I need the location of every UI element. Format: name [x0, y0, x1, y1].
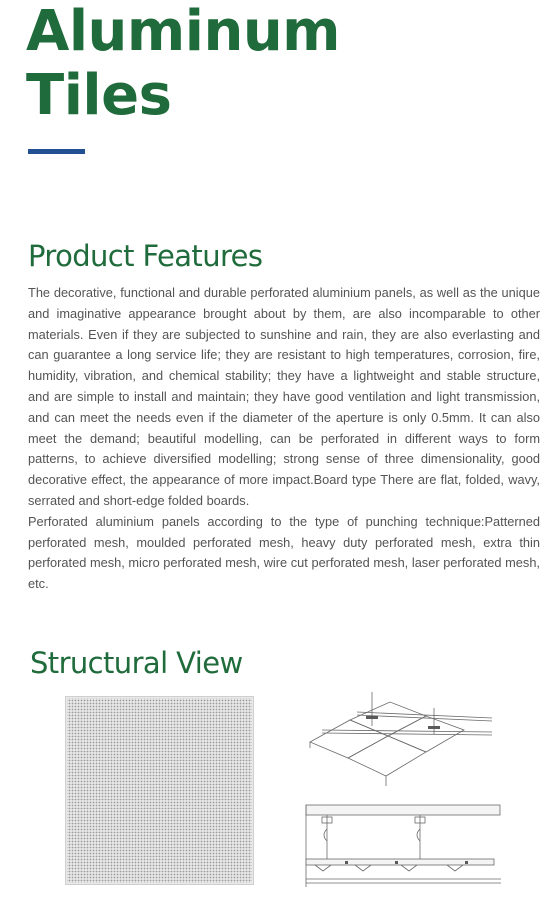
- structural-view-heading: Structural View: [30, 646, 243, 680]
- title-accent-bar: [28, 149, 85, 154]
- product-features-text: [28, 283, 540, 595]
- perforated-panel-image: [65, 696, 254, 885]
- title-line-1: Aluminum: [26, 0, 341, 64]
- features-paragraph-1: The decorative, functional and durable perforated aluminium panels, as well as the unique and imaginative appearance brought about by them, are also incomparable to other materials. Even if they are subjected to sunshine and rain, they are also everlasting and can guarantee a long service life; they are resistant to high temperatures, corrosion, fire, humidity, vibration, and chemical stability; they have a lightweight and stable structure, and are simple to install and maintain; they have good ventilation and light transmission, and can meet the needs even if the diameter of the aperture is only 0.5mm. It can also meet the demand; beautiful modelling, can be perforated in different ways to form patterns, to achieve diversified modelling; strong sense of three dimensionality, good decorative effect, the appearance of more impact.Board type There are flat, folded, wavy, serrated and short-edge folded boards.: [28, 285, 540, 508]
- ceiling-grid-isometric-drawing: [302, 690, 502, 790]
- page-title: [26, 0, 340, 128]
- features-paragraph-2: Perforated aluminium panels according to the type of punching technique:Patterned perforated mesh, moulded perforated mesh, heavy duty perforated mesh, extra thin perforated mesh, micro perforated mesh, wire cut perforated mesh, laser perforated mesh, etc.: [28, 513, 540, 592]
- product-features-heading: Product Features: [28, 239, 263, 273]
- title-line-2: Tiles: [26, 63, 172, 128]
- ceiling-section-drawing: [305, 803, 501, 887]
